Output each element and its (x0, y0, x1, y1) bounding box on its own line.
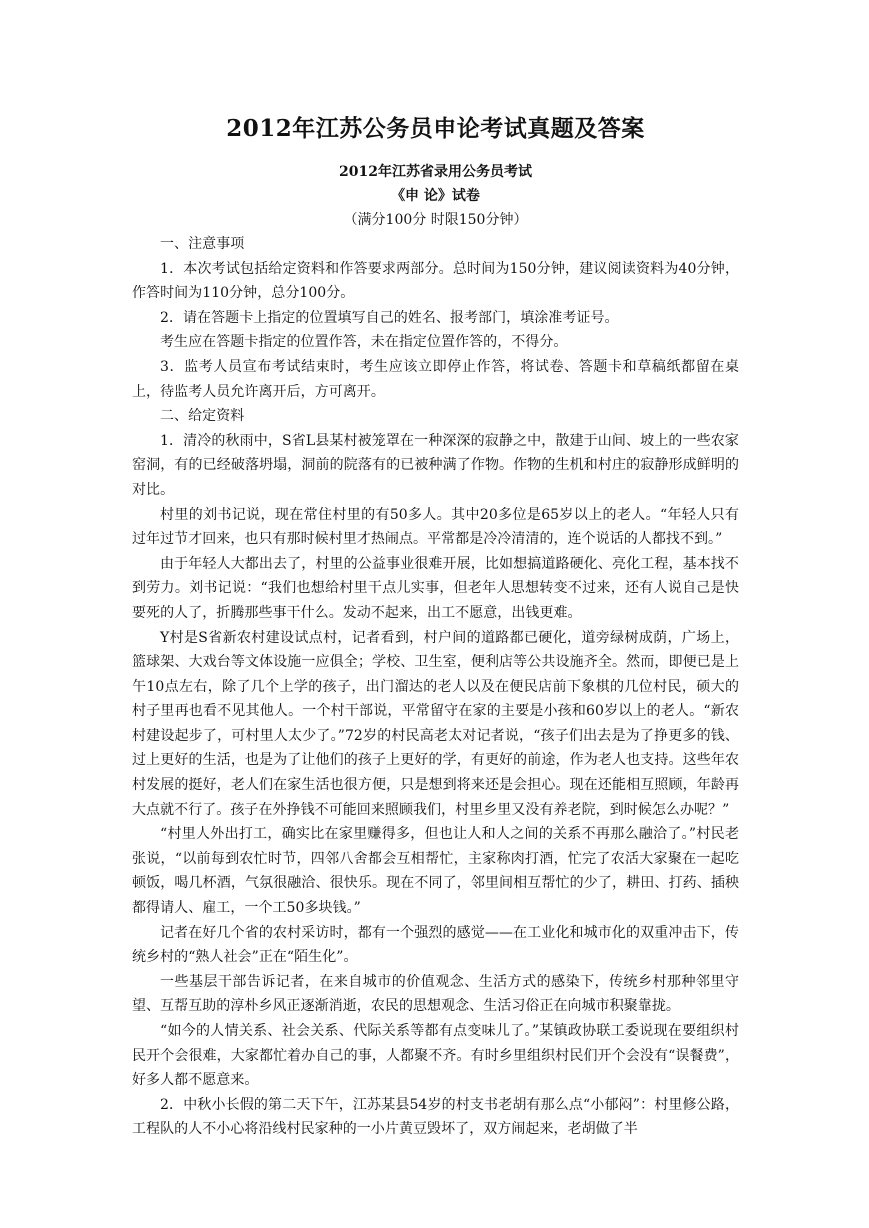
paragraph: 由于年轻人大都出去了，村里的公益事业很难开展，比如想搞道路硬化、亮化工程，基本找不到劳力。刘书记说：“我们也想给村里干点儿实事，但老年人思想转变不过来，还有人说自己是快要死的人了，折腾那些事干什么。发动不起来，出工不愿意，出钱更难。 (132, 555, 739, 621)
paragraph: “如今的人情关系、社会关系、代际关系等都有点变味儿了。”某镇政协联工委说现在要组织村民开个会很难，大家都忙着办自己的事，人都聚不齐。有时乡里组织村民们开个会没有“误餐费”，好多人都不愿意来。 (132, 1023, 739, 1089)
paragraph: 1．清冷的秋雨中，S省L县某村被笼罩在一种深深的寂静之中，散建于山间、坡上的一些农家窑洞，有的已经破落坍塌，洞前的院落有的已被种满了作物。作物的生机和村庄的寂静形成鲜明的对比。 (132, 432, 739, 498)
document-page (132, 112, 739, 1142)
score-note: （满分100分 时限150分钟） (343, 212, 528, 228)
paragraph: 2．中秋小长假的第二天下午，江苏某县54岁的村支书老胡有那么点“小郁闷”：村里修公路，工程队的人不小心将沿线村民家种的一小片黄豆毁坏了，双方闹起来，老胡做了半 (132, 1096, 739, 1138)
paragraph: “村里人外出打工，确实比在家里赚得多，但也让人和人之间的关系不再那么融洽了。”村民老张说，“以前每到农忙时节，四邻八舍都会互相帮忙，主家称肉打酒，忙完了农活大家聚在一起吃顿饭，喝几杯酒，气氛很融洽、很快乐。现在不同了，邻里间相互帮忙的少了，耕田、打药、插秧都得请人、雇工，一个工50多块钱。” (132, 826, 739, 917)
paragraph: Y村是S省新农村建设试点村，记者看到，村户间的道路都已硬化，道旁绿树成荫，广场上，篮球架、大戏台等文体设施一应俱全；学校、卫生室，便利店等公共设施齐全。然而，即便已是上午10点左右，除了几个上学的孩子，出门溜达的老人以及在便民店前下象棋的几位村民，硕大的村子里再也看不见其他人。一个村干部说，平常留守在家的主要是小孩和60岁以上的老人。“新农村建设起步了，可村里人太少了。”72岁的村民高老太对记者说，“孩子们出去是为了挣更多的钱、过上更好的生活，也是为了让他们的孩子上更好的学，有更好的前途，作为老人也支持。这些年农村发展的挺好，老人们在家生活也很方便，只是想到将来还是会担心。现在还能相互照顾，年龄再大点就不行了。孩子在外挣钱不可能回来照顾我们，村里乡里又没有养老院，到时候怎么办呢？” (132, 629, 739, 818)
document-title: 2012年江苏公务员申论考试真题及答案 (226, 115, 645, 142)
exam-name: 2012年江苏省录用公务员考试 (339, 164, 532, 180)
section-heading-materials: 二、给定资料 (160, 408, 245, 425)
paragraph: 一些基层干部告诉记者，在来自城市的价值观念、生活方式的感染下，传统乡村那种邻里守望、互帮互助的淳朴乡风正逐渐消逝，农民的思想观念、生活习俗正在向城市积聚靠拢。 (132, 973, 739, 1015)
paragraph: 考生应在答题卡指定的位置作答，未在指定位置作答的，不得分。 (160, 334, 568, 351)
section-heading-notes: 一、注意事项 (160, 236, 245, 252)
paragraph: 2．请在答题卡上指定的位置填写自己的姓名、报考部门，填涂准考证号。 (160, 309, 619, 326)
paragraph: 3．监考人员宣布考试结束时，考生应该立即停止作答，将试卷、答题卡和草稿纸都留在桌上，待监考人员允许离开后，方可离开。 (132, 358, 739, 400)
paragraph: 1．本次考试包括给定资料和作答要求两部分。总时间为150分钟，建议阅读资料为40分钟，作答时间为110分钟，总分100分。 (132, 260, 739, 302)
paragraph: 记者在好几个省的农村采访时，都有一个强烈的感觉——在工业化和城市化的双重冲击下，传统乡村的“熟人社会”正在“陌生化”。 (132, 924, 739, 966)
paragraph: 村里的刘书记说，现在常住村里的有50多人。其中20多位是65岁以上的老人。“年轻人只有过年过节才回来，也只有那时候村里才热闹点。平常都是冷冷清清的，连个说话的人都找不到。” (132, 506, 739, 548)
paper-name: 《申 论》试卷 (391, 188, 480, 204)
